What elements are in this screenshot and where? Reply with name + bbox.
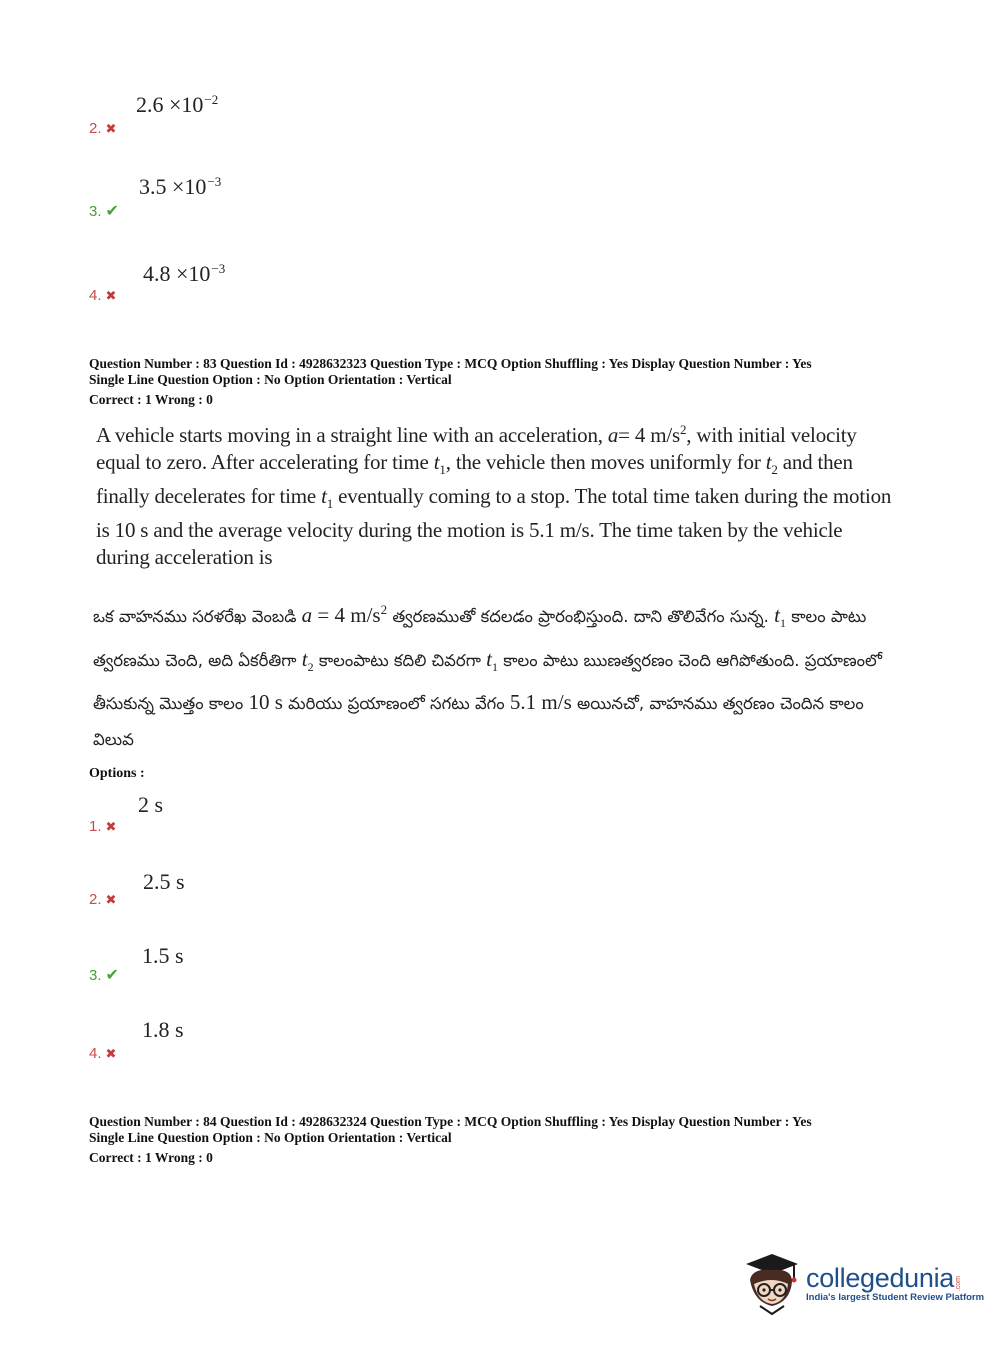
brand-tagline: India's largest Student Review Platform xyxy=(806,1291,985,1303)
check-icon: ✔ xyxy=(105,967,119,984)
q83-meta-line-1: Question Number : 83 Question Id : 4928632323 Question Type : MCQ Option Shuffling : Yes Display Question Number : Yes xyxy=(89,356,812,371)
q83-meta xyxy=(89,356,812,408)
q83-option-3-marker: 3. ✔ xyxy=(89,966,119,984)
cross-icon: ✖ xyxy=(105,891,117,907)
q83-question-text-en: A vehicle starts moving in a straight line with an acceleration, a= 4 $m/s^2$, with initial velocity equal to zero. After accelerating for time $t_1$, the vehicle then moves uniformly for $t_2$ and then finally decelerates for time $t_1$ eventually coming to a stop. The total time taken during the motion is 10 s and the average velocity during the motion is 5.1 m/s. The time taken by the vehicle during acceleration is xyxy=(96,422,892,570)
q82-option-4-value: $4.8 \times 10^{-3}$ xyxy=(143,261,226,286)
q82-option-3-value: $3.5 \times 10^{-3}$ xyxy=(139,174,222,199)
q83-option-3-value: 1.5 s xyxy=(142,943,184,968)
q83-option-4-marker: 4. ✖ xyxy=(89,1045,117,1062)
options-label: Options : xyxy=(89,766,145,781)
q84-meta-line-2: Single Line Question Option : No Option Orientation : Vertical xyxy=(89,1130,452,1145)
q83-option-2-value: 2.5 s xyxy=(143,869,185,894)
cross-icon: ✖ xyxy=(105,818,117,834)
q83-meta-line-3: Correct : 1 Wrong : 0 xyxy=(89,392,213,407)
collegedunia-logo xyxy=(742,1250,984,1316)
q84-meta-line-1: Question Number : 84 Question Id : 4928632324 Question Type : MCQ Option Shuffling : Yes Display Question Number : Yes xyxy=(89,1114,812,1129)
cross-icon: ✖ xyxy=(105,287,117,303)
q83-option-4-value: 1.8 s xyxy=(142,1017,184,1042)
q83-meta-line-2: Single Line Question Option : No Option Orientation : Vertical xyxy=(89,372,452,387)
q83-option-1-marker: 1. ✖ xyxy=(89,818,117,835)
cross-icon: ✖ xyxy=(105,120,117,136)
q82-option-3-marker: 3. ✔ xyxy=(89,202,119,220)
q82-option-4-marker: 4. ✖ xyxy=(89,287,117,304)
mascot-icon xyxy=(742,1250,800,1316)
check-icon: ✔ xyxy=(105,203,119,220)
q83-option-1-value: 2 s xyxy=(138,792,164,817)
q84-meta-line-3: Correct : 1 Wrong : 0 xyxy=(89,1150,213,1165)
q83-question-text-te: ఒక వాహనము సరళరేఖ వెంబడి a = 4 $m/s^2$ త్వరణముతో కదలడం ప్రారంభిస్తుంది. దాని తొలివేగం సున్న. $t_1$ కాలం పాటు త్వరణము చెంది, అది ఏకరీతిగా $t_2$ కాలంపాటు కదిలి చివరగా $t_1$ కాలం పాటు ఋణత్వరణం చెంది ఆగిపోతుంది. ప్రయాణంలో తీసుకున్న మొత్తం కాలం 10 s మరియు ప్రయాణంలో సగటు వేగం 5.1 m/s అయినచో, వాహనము త్వరణం చెందిన కాలం విలువ xyxy=(93,602,882,749)
cross-icon: ✖ xyxy=(105,1045,117,1061)
q84-meta xyxy=(89,1114,812,1166)
q82-option-2-marker: 2. ✖ xyxy=(89,120,117,137)
q82-option-2-value: $2.6 \times 10^{-2}$ xyxy=(136,92,219,117)
q83-option-2-marker: 2. ✖ xyxy=(89,891,117,908)
logo-text xyxy=(806,1264,984,1303)
brand-name: collegedunia xyxy=(806,1262,955,1293)
brand-dotcom: .com xyxy=(955,1276,963,1292)
